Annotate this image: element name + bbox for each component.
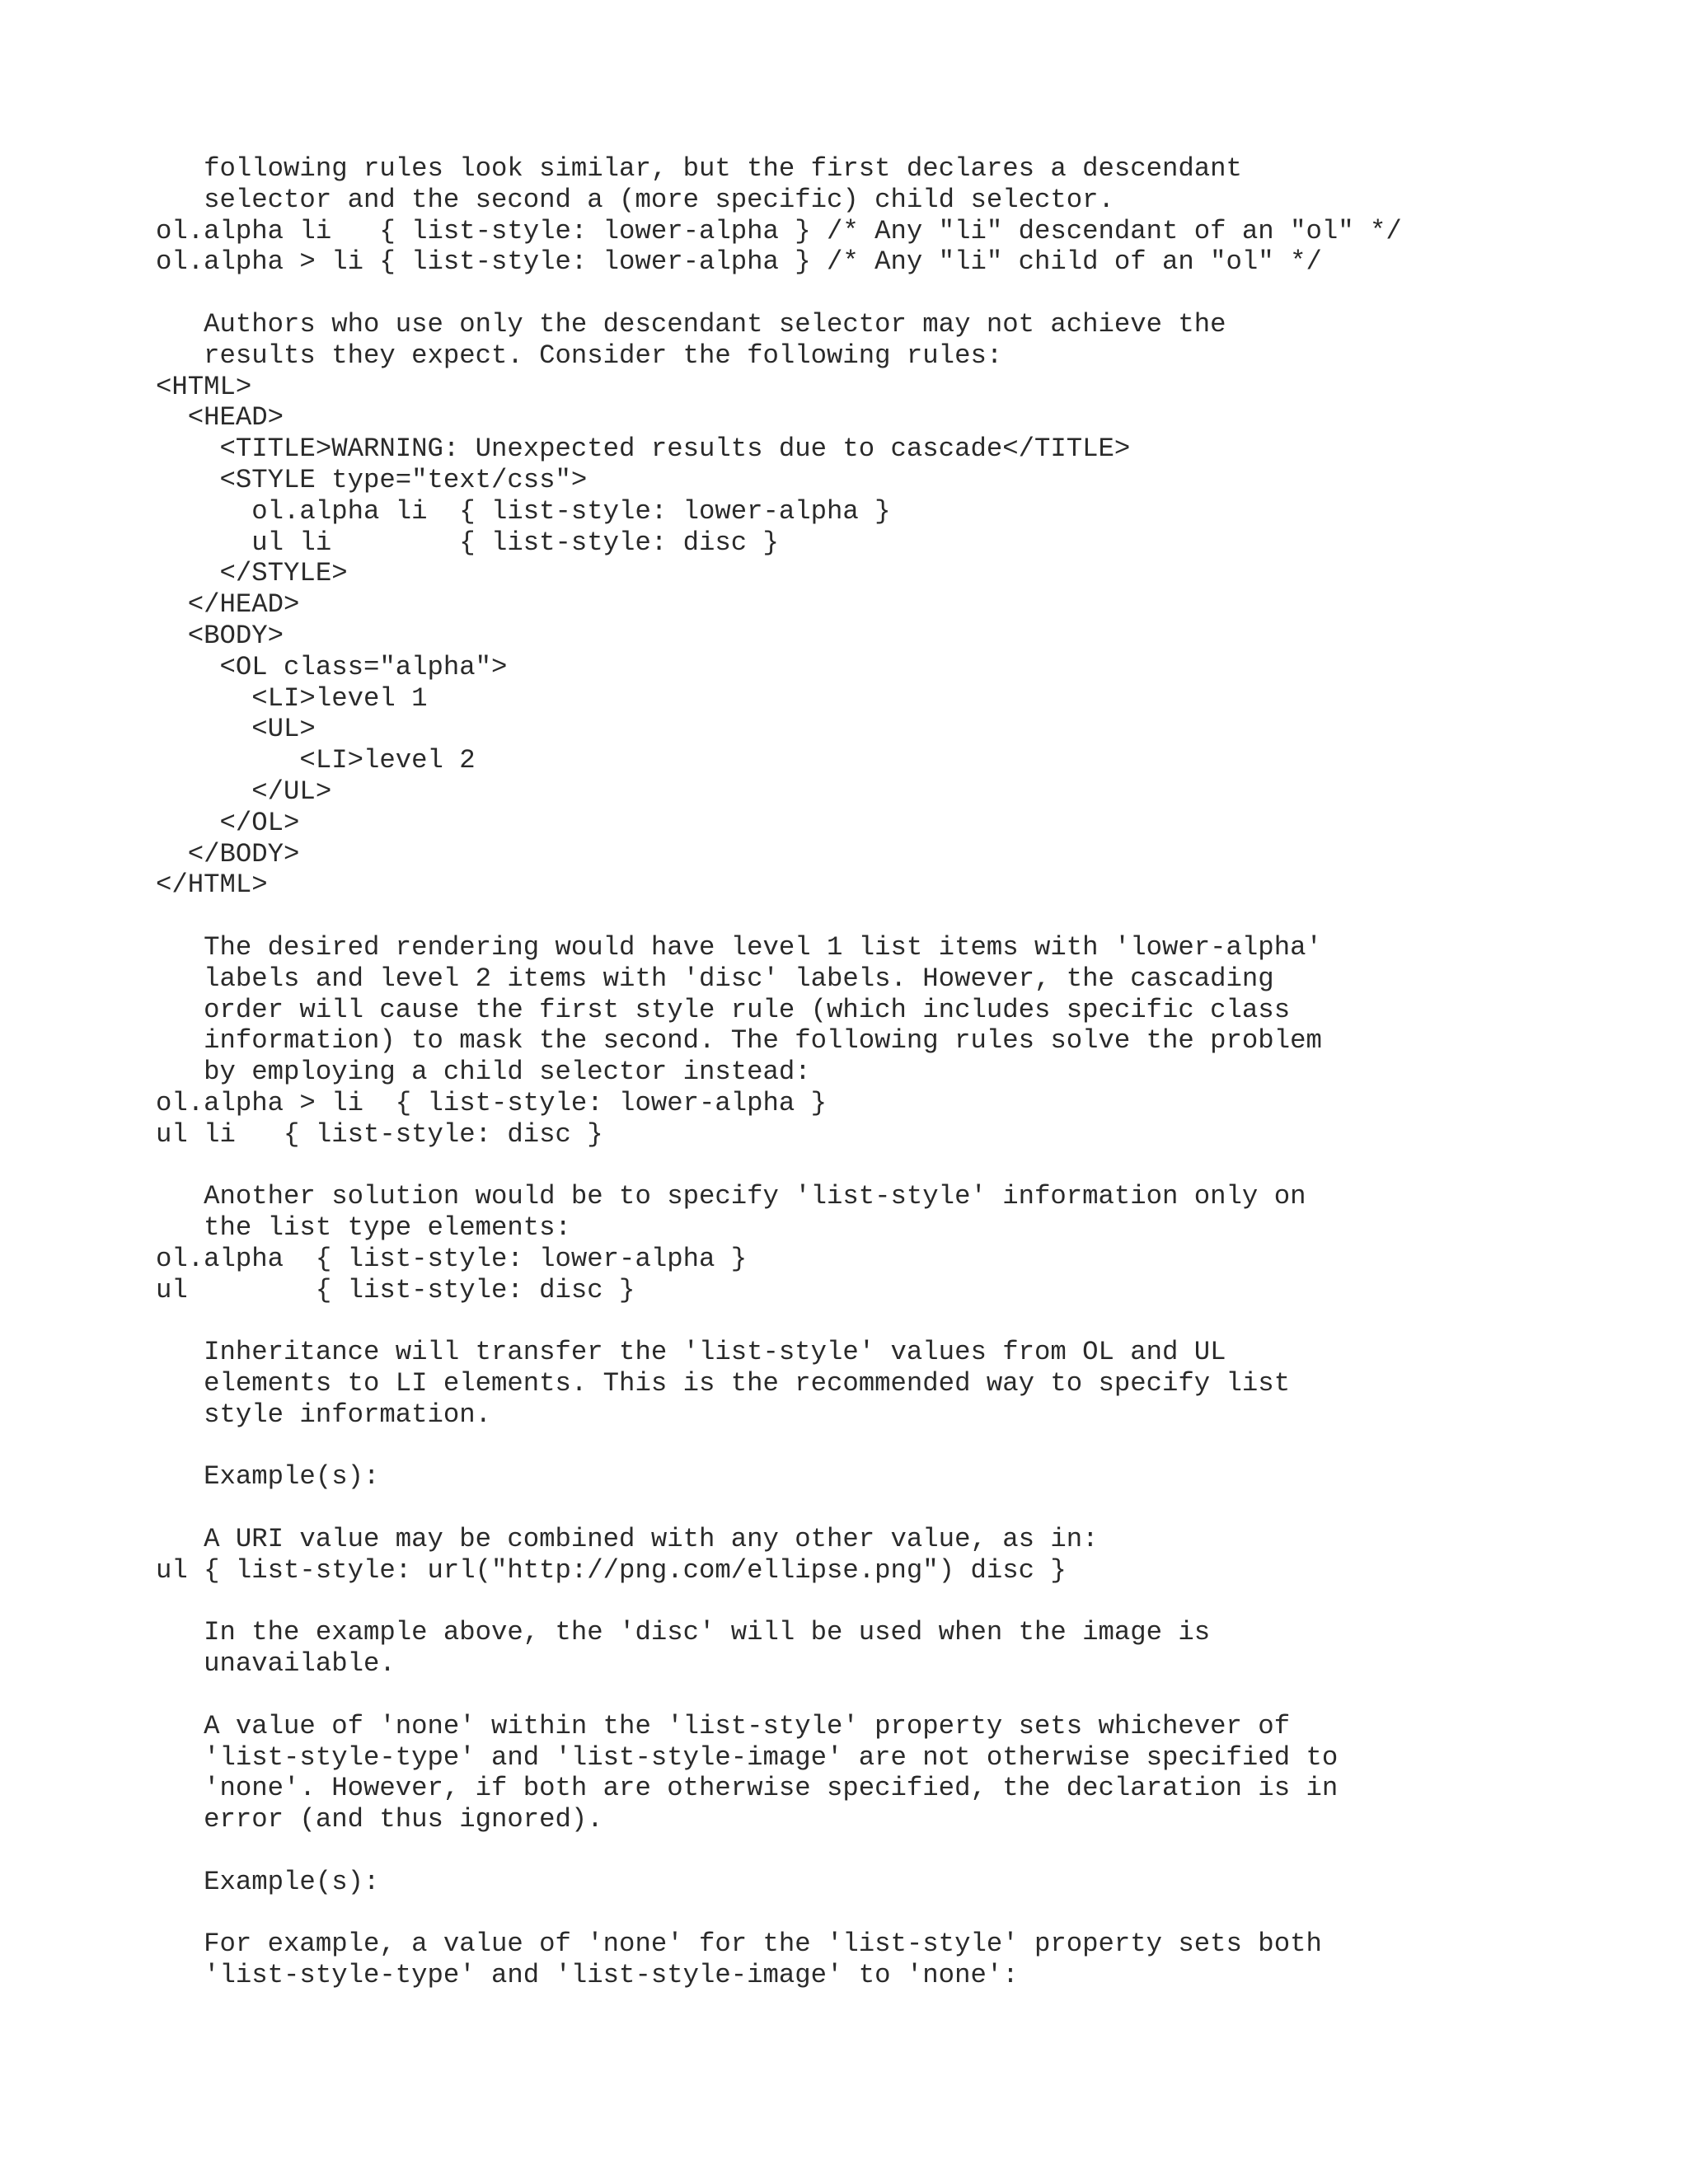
text-line: labels and level 2 items with 'disc' labels. However, the cascading xyxy=(156,963,1274,994)
text-line: <HEAD> xyxy=(156,402,284,434)
text-line: ul { list-style: url("http://png.com/ellipse.png") disc } xyxy=(156,1554,1067,1586)
text-line: A URI value may be combined with any other value, as in: xyxy=(156,1524,1099,1555)
blank-line xyxy=(156,1898,1402,1929)
text-line: <TITLE>WARNING: Unexpected results due to cascade</TITLE> xyxy=(156,434,1131,465)
blank-line xyxy=(156,1586,1402,1618)
text-line: <BODY> xyxy=(156,620,284,651)
blank-line xyxy=(156,901,1402,932)
text-line: In the example above, the 'disc' will be used when the image is xyxy=(156,1617,1211,1648)
text-line: <UL> xyxy=(156,714,316,745)
text-line: order will cause the first style rule (which includes specific class xyxy=(156,994,1291,1025)
text-line: ul { list-style: disc } xyxy=(156,1274,635,1305)
text-line: results they expect. Consider the following rules: xyxy=(156,340,1003,371)
text-line: ul li { list-style: disc } xyxy=(156,527,779,558)
text-line: 'list-style-type' and 'list-style-image' are not otherwise specified to xyxy=(156,1741,1339,1773)
text-line: 'none'. However, if both are otherwise specified, the declaration is in xyxy=(156,1773,1339,1804)
blank-line xyxy=(156,1835,1402,1867)
text-line: A value of 'none' within the 'list-style' property sets whichever of xyxy=(156,1710,1291,1741)
text-line: <HTML> xyxy=(156,371,252,402)
text-line: 'list-style-type' and 'list-style-image' to 'none': xyxy=(156,1960,1019,1991)
blank-line xyxy=(156,1680,1402,1711)
text-line: following rules look similar, but the first declares a descendant xyxy=(156,153,1242,184)
text-line: <STYLE type="text/css"> xyxy=(156,464,588,495)
text-line: </STYLE> xyxy=(156,558,348,589)
text-line: the list type elements: xyxy=(156,1212,571,1244)
text-line: <OL class="alpha"> xyxy=(156,651,508,682)
text-line: <LI>level 1 xyxy=(156,682,428,714)
text-line: ol.alpha li { list-style: lower-alpha } xyxy=(156,495,891,527)
text-line: selector and the second a (more specific) child selector. xyxy=(156,184,1114,215)
text-line: The desired rendering would have level 1 list items with 'lower-alpha' xyxy=(156,931,1322,963)
text-line: <LI>level 2 xyxy=(156,745,476,776)
text-line: by employing a child selector instead: xyxy=(156,1057,811,1088)
text-line: </HEAD> xyxy=(156,589,300,621)
text-line: Another solution would be to specify 'list-style' information only on xyxy=(156,1181,1306,1212)
text-line: Inheritance will transfer the 'list-style' values from OL and UL xyxy=(156,1337,1226,1368)
text-line: Authors who use only the descendant selector may not achieve the xyxy=(156,308,1226,340)
text-line: elements to LI elements. This is the recommended way to specify list xyxy=(156,1368,1291,1399)
text-line: Example(s): xyxy=(156,1461,380,1493)
text-line: Example(s): xyxy=(156,1866,380,1897)
blank-line xyxy=(156,1305,1402,1337)
text-line: </UL> xyxy=(156,776,332,807)
text-line: ol.alpha { list-style: lower-alpha } xyxy=(156,1243,748,1274)
text-line: ol.alpha > li { list-style: lower-alpha } xyxy=(156,1087,828,1118)
blank-line xyxy=(156,1151,1402,1182)
text-line: For example, a value of 'none' for the 'list-style' property sets both xyxy=(156,1929,1322,1960)
text-line: ol.alpha li { list-style: lower-alpha } /* Any "li" descendant of an "ol" */ xyxy=(156,215,1402,246)
text-line: unavailable. xyxy=(156,1648,396,1680)
text-line: style information. xyxy=(156,1399,492,1430)
text-line: error (and thus ignored). xyxy=(156,1804,603,1835)
text-line: </HTML> xyxy=(156,869,268,901)
text-line: </BODY> xyxy=(156,838,300,869)
text-line: ol.alpha > li { list-style: lower-alpha } /* Any "li" child of an "ol" */ xyxy=(156,246,1322,278)
text-line: information) to mask the second. The following rules solve the problem xyxy=(156,1025,1322,1057)
blank-line xyxy=(156,1431,1402,1462)
text-line: </OL> xyxy=(156,807,300,838)
document-body xyxy=(156,153,1402,1991)
blank-line xyxy=(156,1493,1402,1524)
text-line: ul li { list-style: disc } xyxy=(156,1118,603,1150)
blank-line xyxy=(156,278,1402,309)
